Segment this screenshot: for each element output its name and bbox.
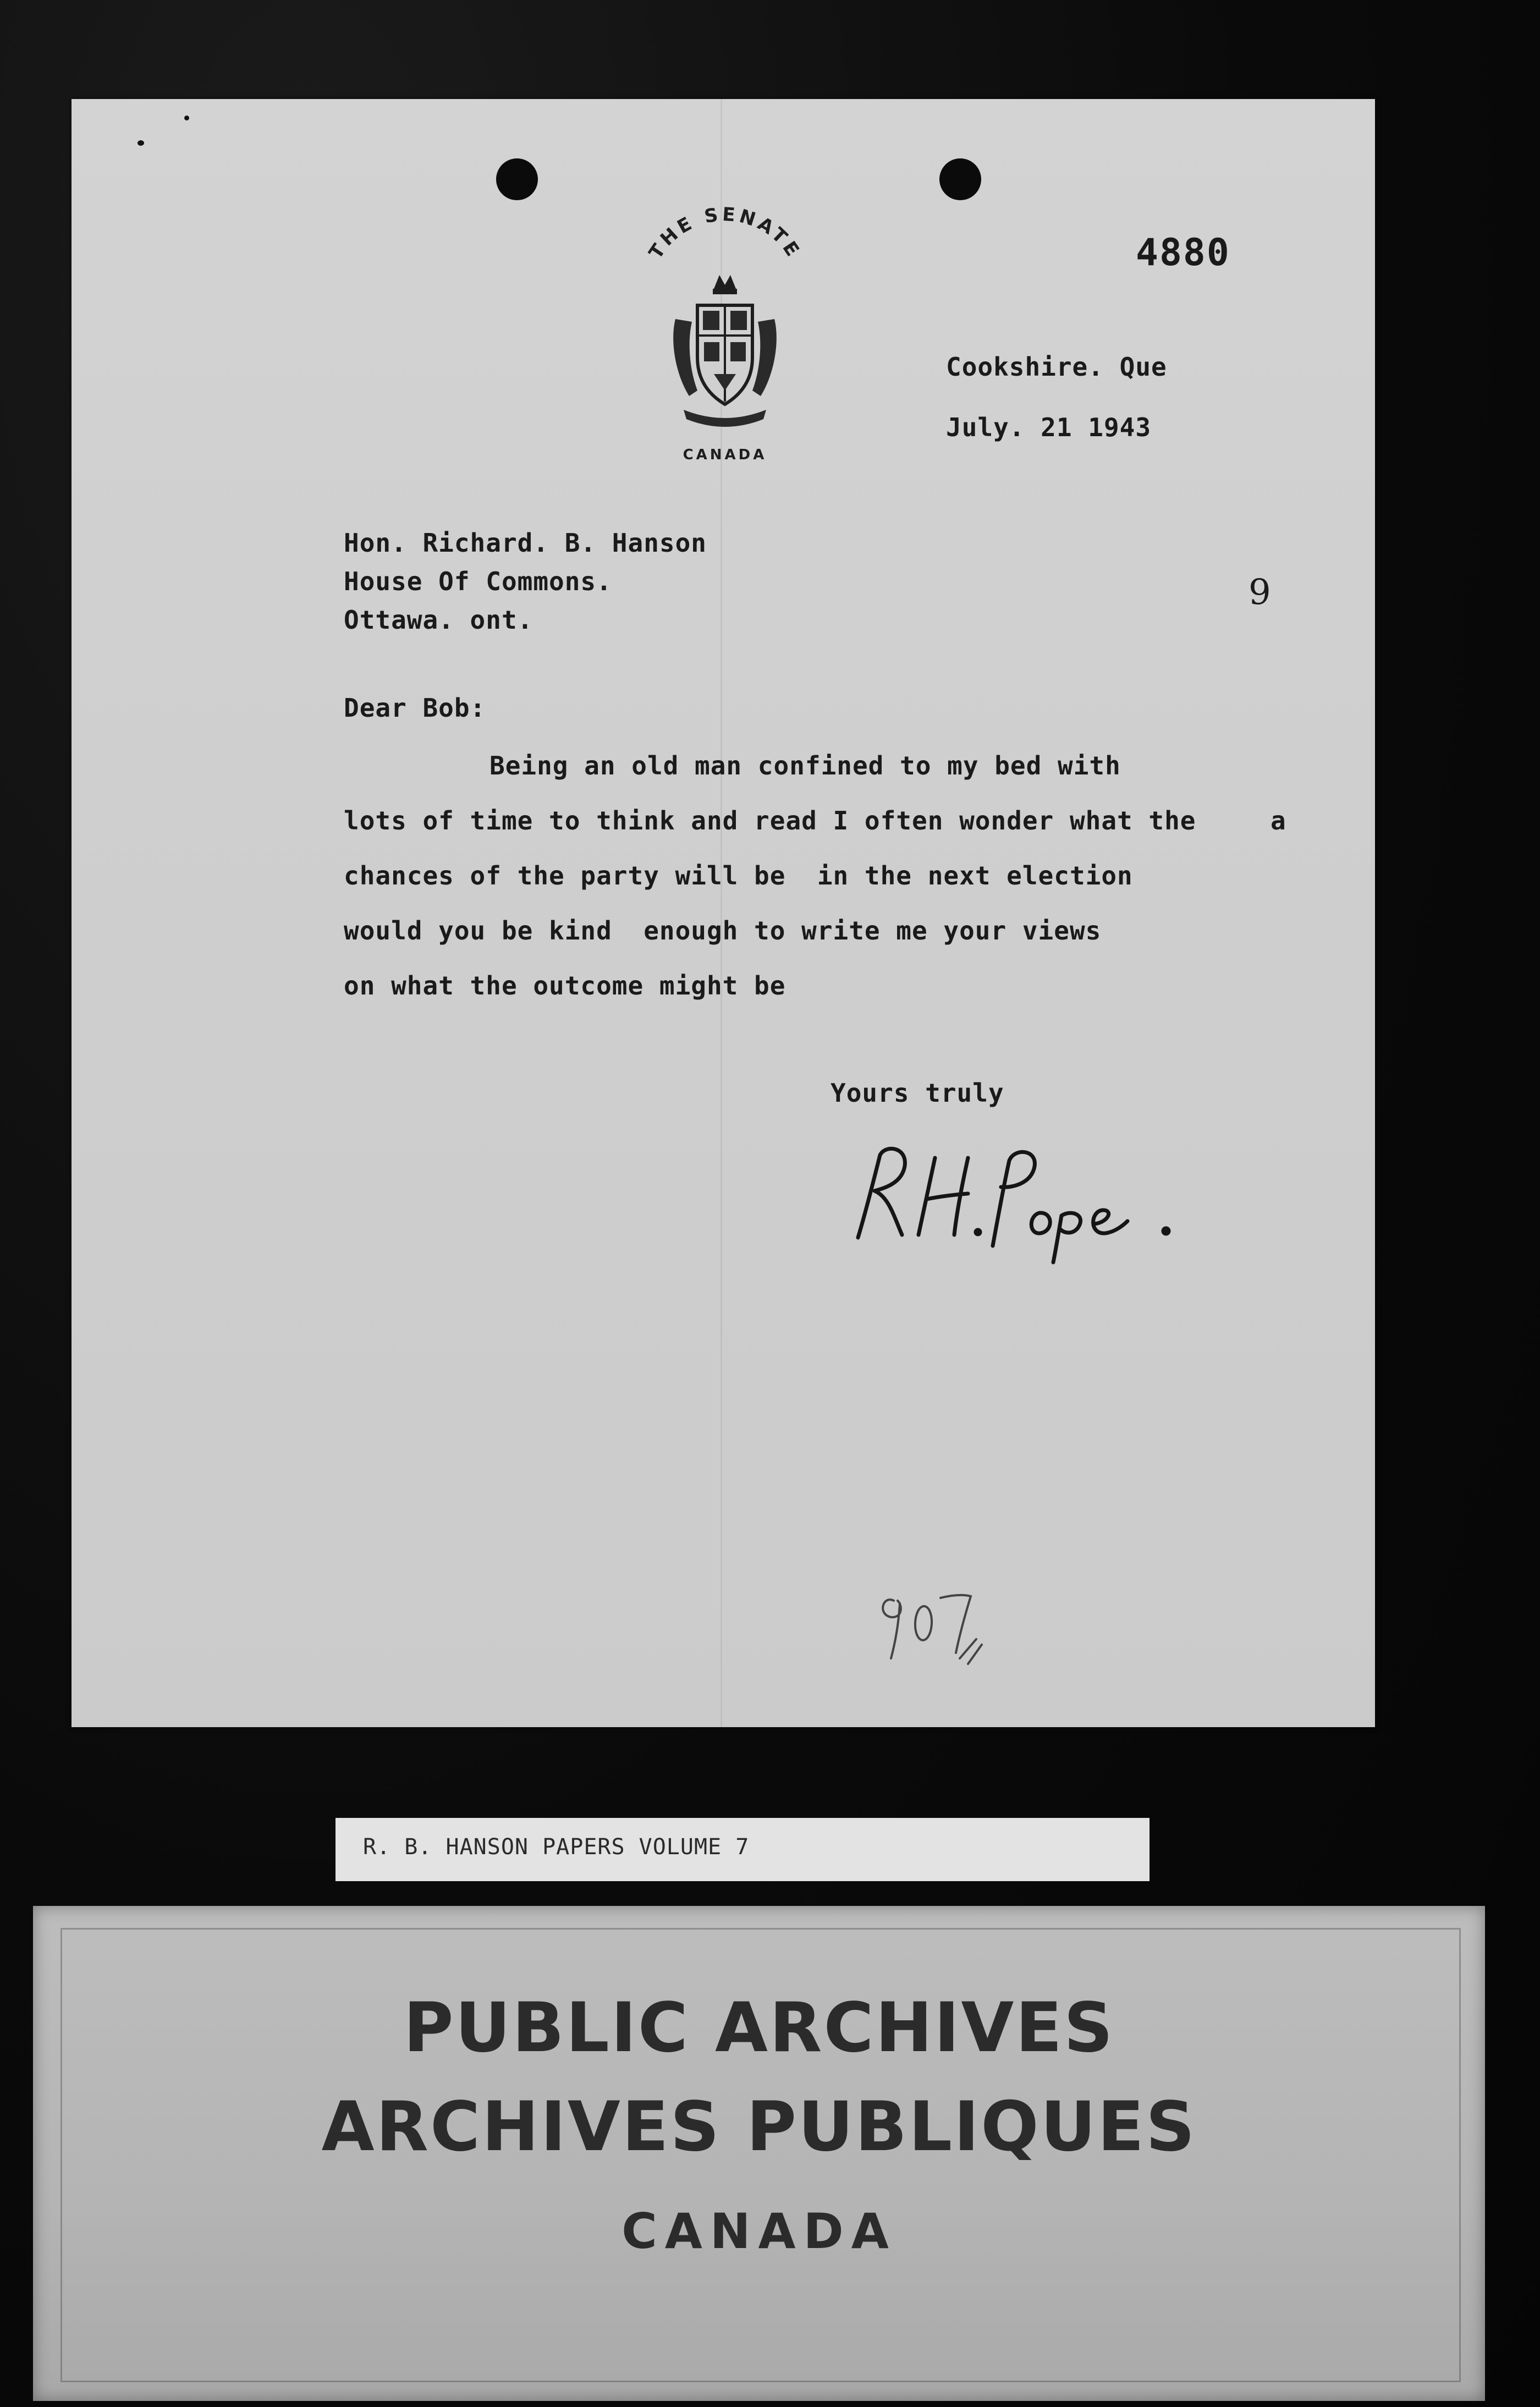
dust-speck (138, 140, 144, 146)
punch-hole-right (939, 158, 981, 200)
sender-place: Cookshire. Que (946, 352, 1167, 382)
recipient-institution: House Of Commons. (344, 567, 612, 596)
body-line: on what the outcome might be (344, 971, 786, 1001)
senate-letterhead (637, 193, 813, 501)
archives-line-french: ARCHIVES PUBLIQUES (321, 2087, 1197, 2167)
archives-line-country: CANADA (622, 2203, 897, 2260)
recipient-name: Hon. Richard. B. Hanson (344, 528, 707, 558)
salutation: Dear Bob: (344, 693, 486, 723)
recipient-city: Ottawa. ont. (344, 605, 534, 635)
stray-typed-char: a (1270, 806, 1286, 836)
letterhead-arc-text: THE SENATE (645, 203, 805, 263)
body-line: would you be kind enough to write me your views (344, 916, 1102, 946)
page-mark: 9 (1248, 572, 1272, 613)
body-line: lots of time to think and read I often wonder what the (344, 806, 1196, 836)
closing: Yours truly (831, 1078, 1004, 1108)
letterhead-country: CANADA (683, 447, 767, 463)
archive-volume-label (336, 1818, 1150, 1881)
pencil-annotation (864, 1562, 996, 1672)
document-number: 4880 (1136, 231, 1230, 274)
body-line: Being an old man confined to my bed with (490, 751, 1121, 781)
archives-line-english: PUBLIC ARCHIVES (403, 1988, 1115, 2068)
svg-text:THE SENATE (645, 204, 805, 263)
body-line: chances of the party will be in the next election (344, 861, 1133, 891)
archive-volume-text: R. B. HANSON PAPERS VOLUME 7 (363, 1834, 750, 1860)
punch-hole-left (496, 158, 538, 200)
handwritten-signature (836, 1133, 1188, 1265)
public-archives-board (33, 1906, 1485, 2401)
letter-page (72, 99, 1375, 1727)
dust-speck (184, 116, 189, 120)
coat-of-arms-icon (637, 193, 813, 501)
letter-date: July. 21 1943 (946, 413, 1152, 442)
